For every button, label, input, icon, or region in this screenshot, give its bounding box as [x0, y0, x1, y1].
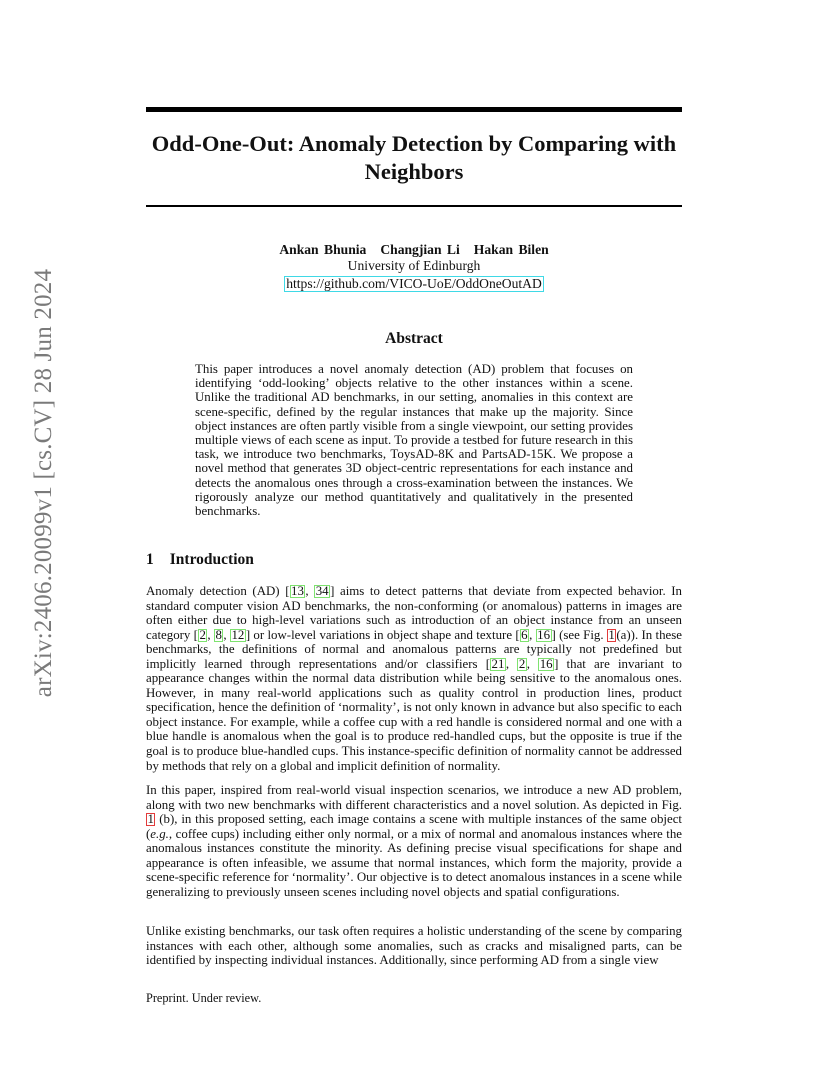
citation-link[interactable]: 12 [231, 627, 245, 642]
citation-link[interactable]: 8 [215, 627, 222, 642]
figure-link[interactable]: 1 [147, 812, 154, 827]
abstract-heading: Abstract [385, 330, 443, 347]
citation-link[interactable]: 21 [491, 656, 505, 671]
paragraph-1: Anomaly detection (AD) [ 13 , 34 ] aims to detect patterns that deviate from expected behavior. In standard computer vision AD benchmarks, the non-conforming (or anomalous) patterns in images are often either due to high-level variations such as introduction of an object instance from an unseen category [ 2 , 8 , 12 ] or low-level variations in object shape and texture [ 6 , 16 ] (see Fig. 1 (a)). In these benchmarks, the definitions of normal and anomalous patterns are typically not predefined but implicitly learned through representations and/or classifiers [ 21 , 2 , 16 ] that are invariant to appearance changes within the normal data distribution while being sensitive to the anomalous ones. However, in many real-world applications such as quality control in production lines, product specification, hence the definition of ‘normality’, is not only known in advance but also specific to each object instance. For example, while a coffee cup with a red handle is considered normal and one with a blue handle is anomalous when the goal is to produce red-handled cups, but the opposite is true if the goal is to produce blue-handled cups. This instance-specific definition of normality cannot be addressed by methods that rely on a global and implicit definition of normality. [146, 584, 682, 773]
paragraph-3: Unlike existing benchmarks, our task often requires a holistic understanding of the scene by comparing instances with each other, although some anomalies, such as cracks and misaligned parts, can be identified by inspecting individual instances. Additionally, since performing AD from a single view [146, 924, 682, 968]
citation-link[interactable]: 2 [199, 627, 206, 642]
affiliation: University of Edinburgh [347, 258, 481, 273]
citation-link[interactable]: 2 [518, 656, 526, 671]
paper-title: Odd-One-Out: Anomaly Detection by Comparing with Neighbors [151, 131, 677, 184]
author-name: Ankan Bhunia [279, 242, 367, 257]
paragraph-2: In this paper, inspired from real-world visual inspection scenarios, we introduce a new AD problem, along with two new benchmarks with different characteristics and a novel solution. As depicted in Fig. 1 (b), in this proposed setting, each image contains a scene with multiple instances of the same object (e.g., coffee cups) including either only normal, or a mix of normal and anomalous instances where the anomalous instances constitute the minority. As defining precise visual specifications for shape and appearance is often infeasible, we assume that normal instances, which form the majority, provide a scene-specific reference for ‘normality’. Our objective is to detect anomalous instances in a scene while generalizing to previously unseen scenes including novel objects and spatial configurations. [146, 783, 682, 899]
code-url-link[interactable]: https://github.com/VICO-UoE/OddOneOutAD [286, 276, 542, 291]
title-bottom-rule [146, 205, 682, 207]
author-name: Changjian Li [380, 242, 460, 257]
section-title: Introduction [169, 551, 254, 568]
citation-link[interactable]: 13 [291, 584, 304, 598]
author-block [146, 242, 682, 292]
footer-note: Preprint. Under review. [146, 991, 262, 1005]
section-heading [146, 551, 254, 569]
abstract-text: This paper introduces a novel anomaly detection (AD) problem that focuses on identifying ‘odd-looking’ objects relative to the other instances within a scene. Unlike the traditional AD benchmarks, in our setting, anomalies in this context are scene-specific, defined by the regular instances that make up the majority. Since object instances are often partly visible from a single viewpoint, our setting provides multiple views of each scene as input. To provide a testbed for future research in this task, we introduce two benchmarks, ToysAD-8K and PartsAD-15K. We propose a novel method that generates 3D object-centric representations for each instance and detects the anomalous ones through a cross-examination between the instances. We rigorously analyze our method quantitatively and qualitatively in the presented benchmarks. [195, 362, 633, 519]
citation-link[interactable]: 16 [537, 627, 551, 642]
author-name: Hakan Bilen [473, 242, 549, 257]
citation-link[interactable]: 6 [521, 627, 528, 642]
citation-link[interactable]: 34 [315, 584, 329, 598]
arxiv-identifier: arXiv:2406.20099v1 [cs.CV] 28 Jun 2024 [30, 268, 57, 698]
author-names [146, 242, 682, 258]
figure-link[interactable]: 1 [608, 627, 615, 642]
title-top-rule [146, 107, 682, 112]
citation-link[interactable]: 16 [539, 656, 553, 671]
section-number: 1 [146, 551, 154, 568]
